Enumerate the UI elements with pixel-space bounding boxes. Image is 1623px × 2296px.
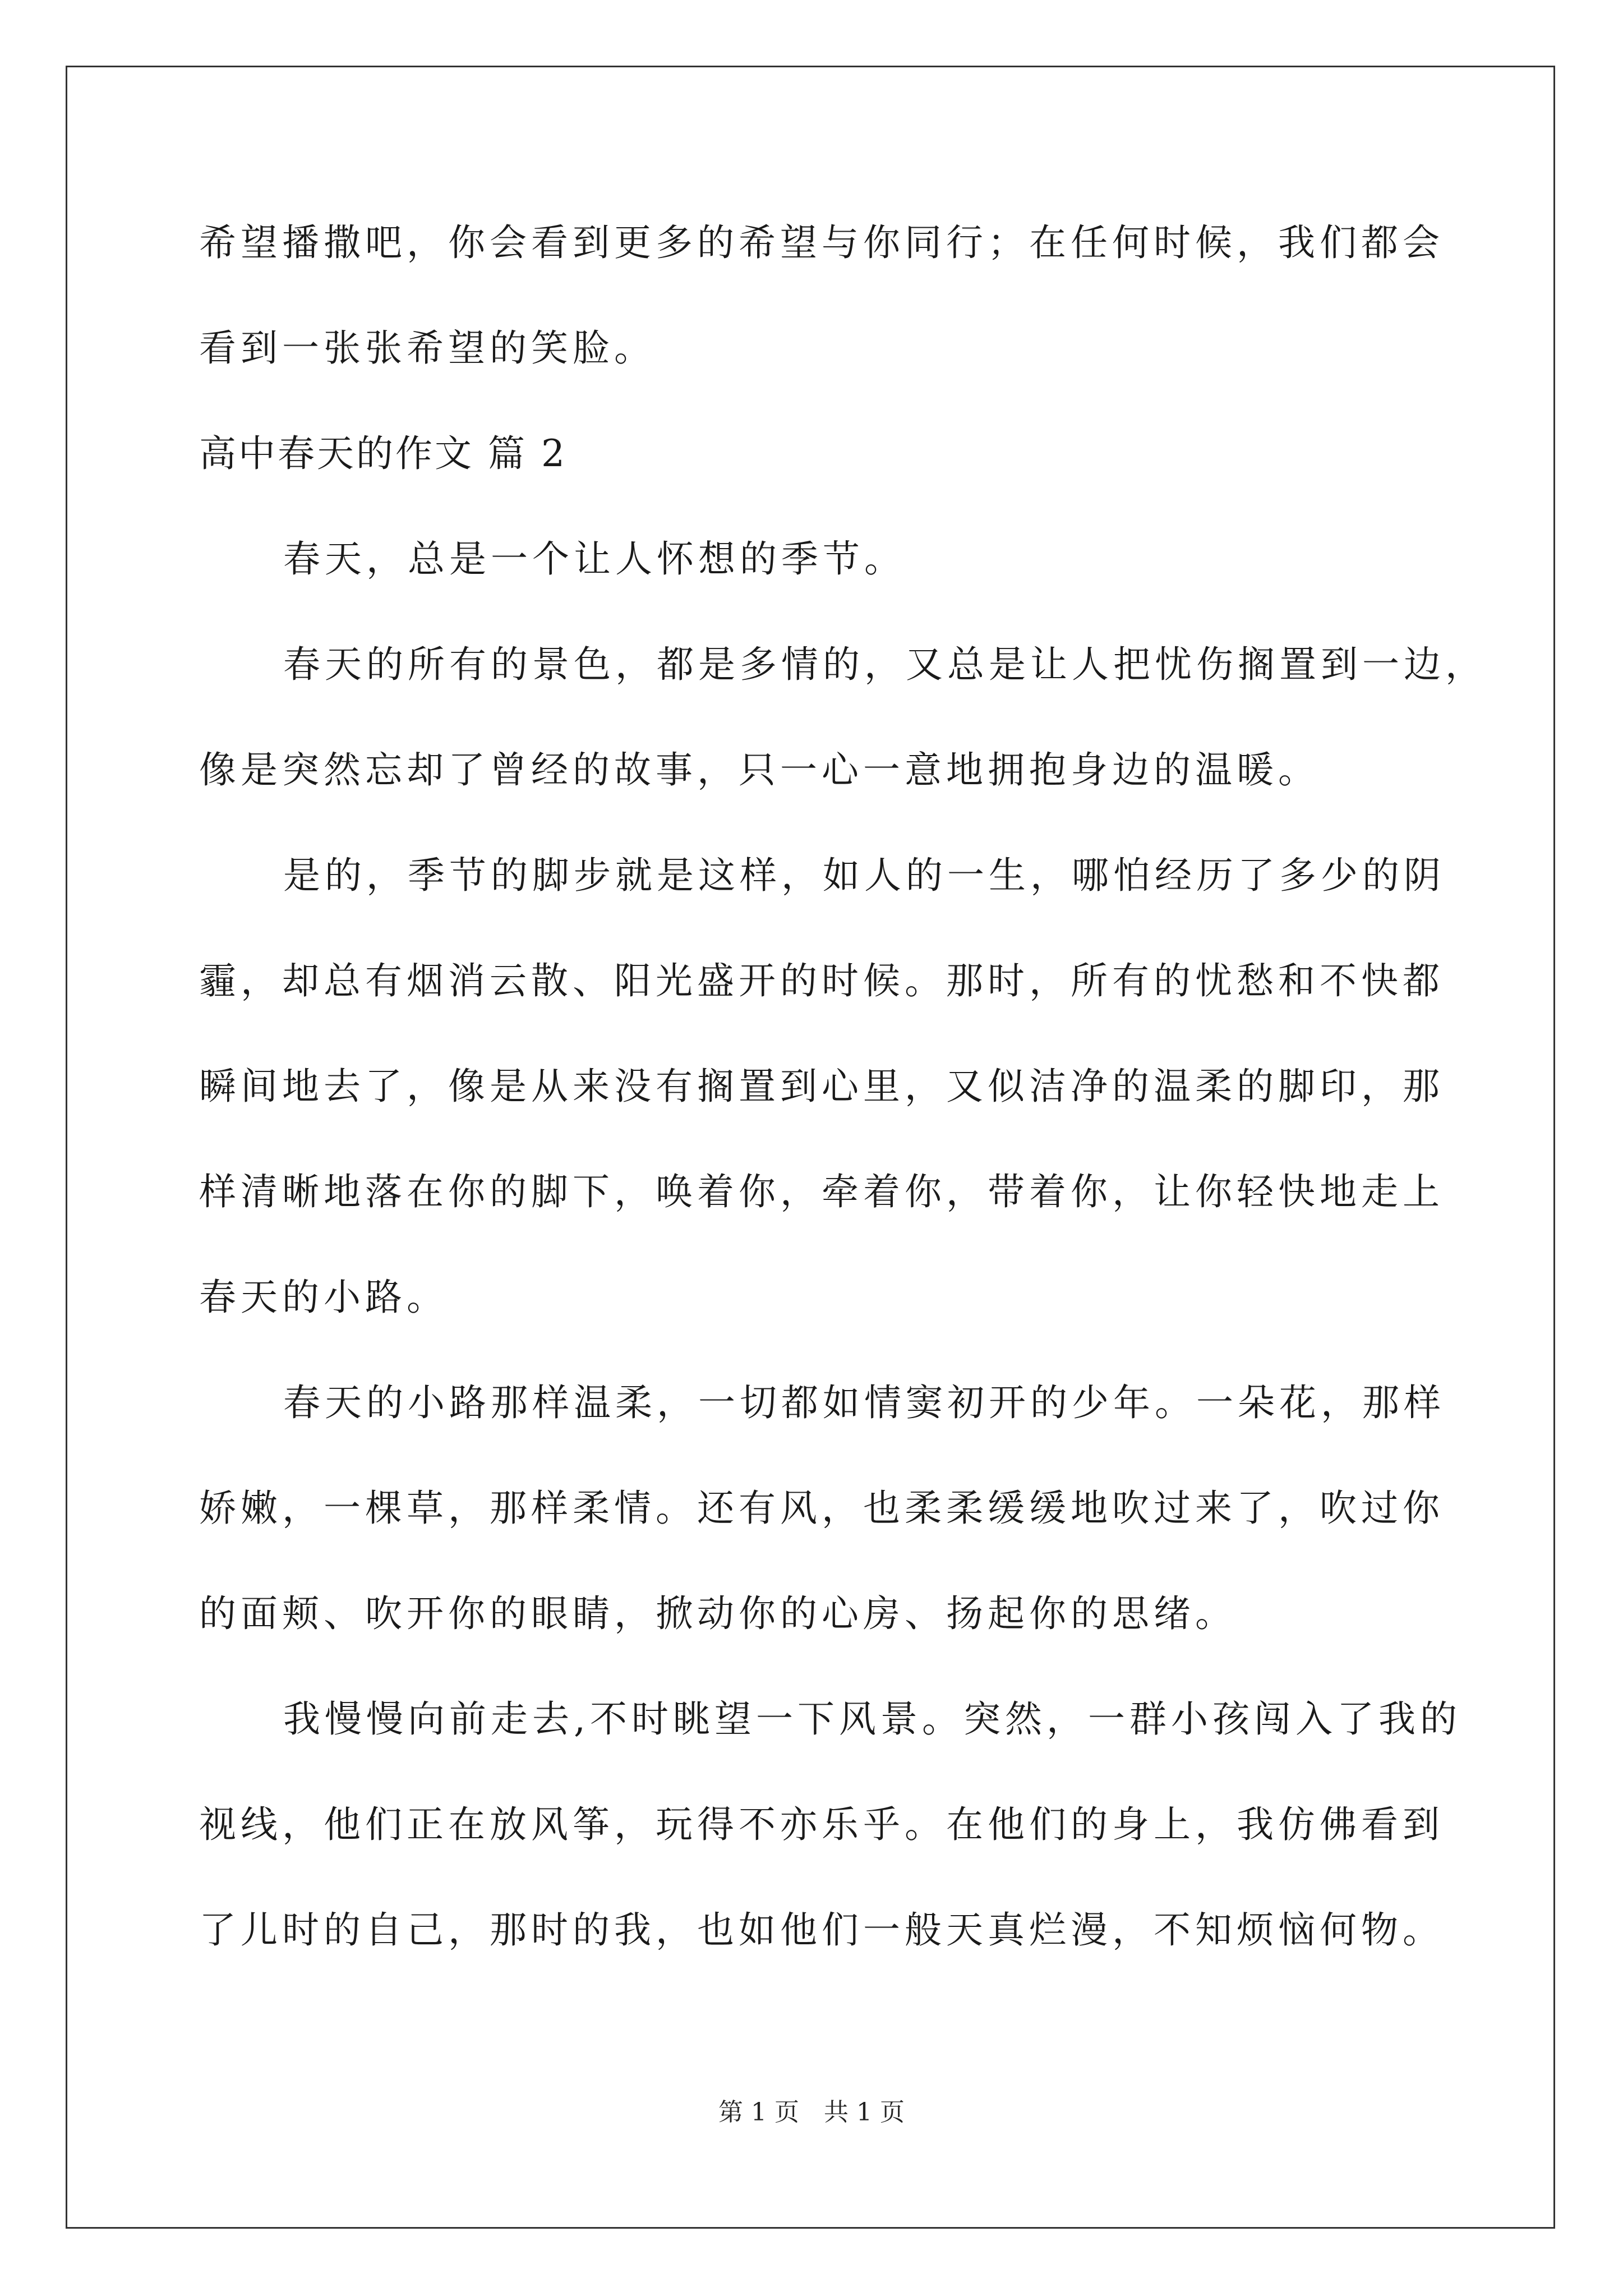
text-line: 春天的小路。 (199, 1276, 448, 1319)
text-line: 春天，总是一个让人怀想的季节。 (283, 537, 906, 581)
text-line: 春天的所有的景色，都是多情的，又总是让人把忧伤搁置到一边， (283, 643, 1487, 686)
text-line: 视线，他们正在放风筝，玩得不亦乐乎。在他们的身上，我仿佛看到 (199, 1803, 1444, 1846)
text-line: 瞬间地去了，像是从来没有搁置到心里，又似洁净的温柔的脚印，那 (199, 1065, 1444, 1108)
section-heading: 高中春天的作文 篇 2 (199, 432, 567, 475)
text-line: 的面颊、吹开你的眼睛，掀动你的心房、扬起你的思绪。 (199, 1592, 1237, 1635)
text-line: 是的，季节的脚步就是这样，如人的一生，哪怕经历了多少的阴 (283, 854, 1445, 897)
text-line: 样清晰地落在你的脚下，唤着你，牵着你，带着你，让你轻快地走上 (199, 1170, 1444, 1213)
text-line: 像是突然忘却了曾经的故事，只一心一意地拥抱身边的温暖。 (199, 748, 1320, 792)
text-line: 希望播撒吧，你会看到更多的希望与你同行；在任何时候，我们都会 (199, 221, 1444, 264)
document-body (199, 216, 1487, 2009)
text-line: 看到一张张希望的笑脸。 (199, 326, 656, 370)
page-number-footer: 第 1 页 共 1 页 (718, 2098, 905, 2127)
text-line: 了儿时的自己，那时的我，也如他们一般天真烂漫，不知烦恼何物。 (199, 1908, 1444, 1952)
text-line: 霾，却总有烟消云散、阳光盛开的时候。那时，所有的忧愁和不快都 (199, 959, 1444, 1002)
text-line: 春天的小路那样温柔，一切都如情窦初开的少年。一朵花，那样 (283, 1381, 1445, 1424)
text-line: 娇嫩，一棵草，那样柔情。还有风，也柔柔缓缓地吹过来了，吹过你 (199, 1487, 1444, 1530)
text-line: 我慢慢向前走去,不时眺望一下风景。突然，一群小孩闯入了我的 (283, 1697, 1461, 1741)
